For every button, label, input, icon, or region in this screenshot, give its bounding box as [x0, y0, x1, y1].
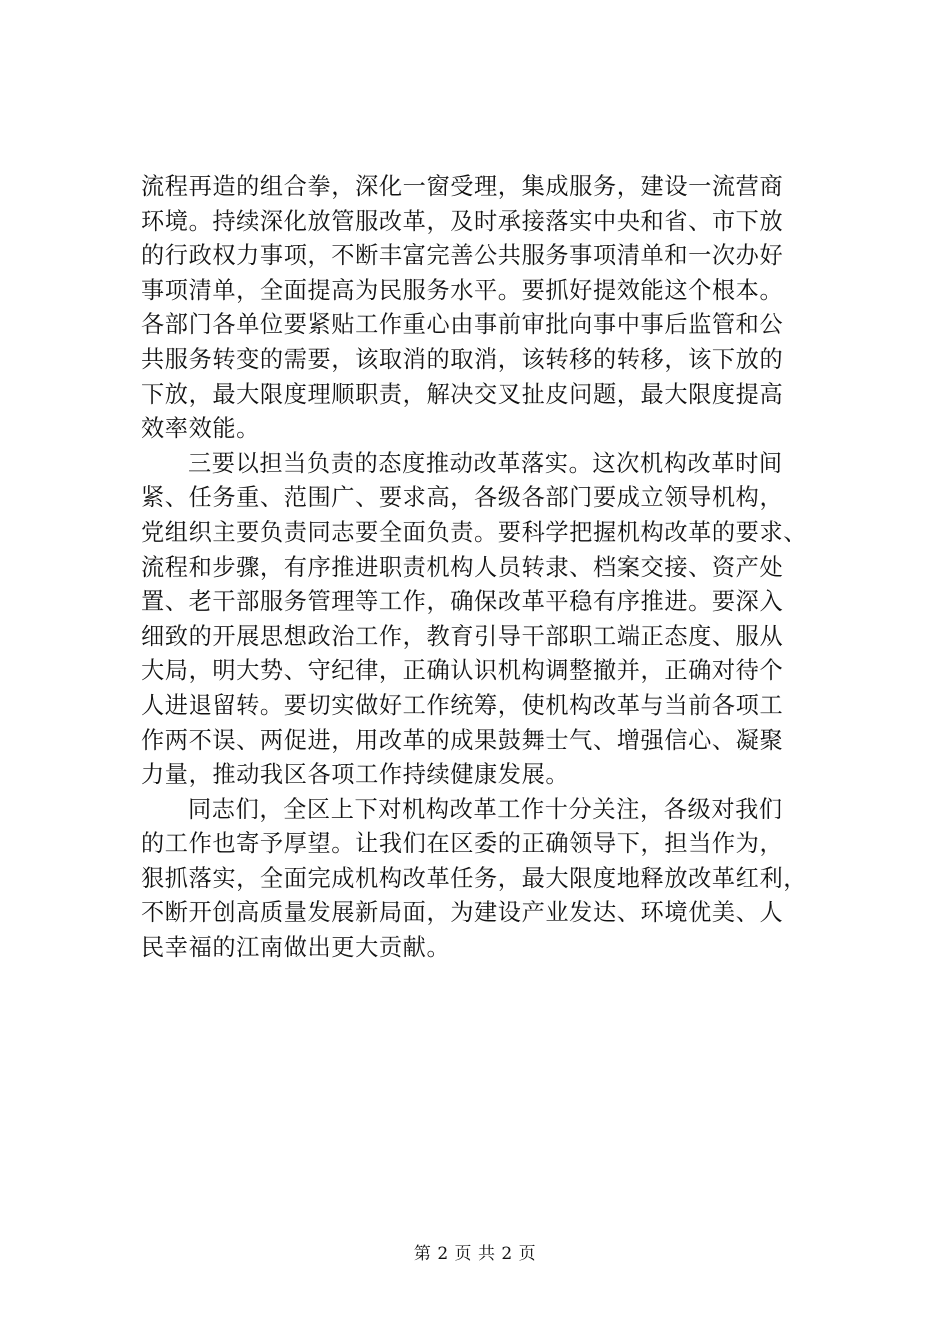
text-line: 流程再造的组合拳，深化一窗受理，集成服务，建设一流营商: [141, 173, 784, 200]
text-line: 各部门各单位要紧贴工作重心由事前审批向事中事后监管和公: [141, 311, 784, 339]
text-line: 力量，推动我区各项工作持续健康发展。: [141, 761, 570, 789]
text-line: 置、老干部服务管理等工作，确保改革平稳有序推进。要深入: [141, 588, 784, 616]
text-line: 民幸福的江南做出更大贡献。: [141, 934, 451, 962]
text-line: 事项清单，全面提高为民服务水平。要抓好提效能这个根本。: [141, 276, 784, 304]
text-line: 流程和步骤，有序推进职责机构人员转隶、档案交接、资产处: [141, 553, 784, 581]
text-line: 的工作也寄予厚望。让我们在区委的正确领导下，担当作为，: [141, 830, 784, 858]
text-line: 效率效能。: [141, 415, 260, 443]
page-number-footer: 第 2 页 共 2 页: [413, 1244, 537, 1264]
text-line: 狠抓落实，全面完成机构改革任务，最大限度地释放改革红利，: [141, 864, 808, 892]
text-line: 大局，明大势、守纪律，正确认识机构调整撤并，正确对待个: [141, 657, 784, 685]
text-line: 环境。持续深化放管服改革，及时承接落实中央和省、市下放: [141, 207, 784, 235]
text-line: 不断开创高质量发展新局面，为建设产业发达、环境优美、人: [141, 899, 784, 927]
text-line: 人进退留转。要切实做好工作统筹，使机构改革与当前各项工: [141, 691, 784, 719]
text-line: 细致的开展思想政治工作，教育引导干部职工端正态度、服从: [141, 622, 784, 650]
paragraph-start-line: 三要以担当负责的态度推动改革落实。这次机构改革时间: [188, 449, 783, 477]
text-line: 共服务转变的需要，该取消的取消，该转移的转移，该下放的: [141, 345, 784, 373]
text-line: 的行政权力事项，不断丰富完善公共服务事项清单和一次办好: [141, 242, 784, 270]
paragraph-start-line: 同志们，全区上下对机构改革工作十分关注，各级对我们: [188, 795, 783, 823]
text-line: 党组织主要负责同志要全面负责。要科学把握机构改革的要求、: [141, 518, 808, 546]
text-line: 紧、任务重、范围广、要求高，各级各部门要成立领导机构，: [141, 484, 784, 512]
text-line: 作两不误、两促进，用改革的成果鼓舞士气、增强信心、凝聚: [141, 726, 784, 754]
body-text: [141, 170, 831, 966]
text-line: 下放，最大限度理顺职责，解决交叉扯皮问题，最大限度提高: [141, 380, 784, 408]
